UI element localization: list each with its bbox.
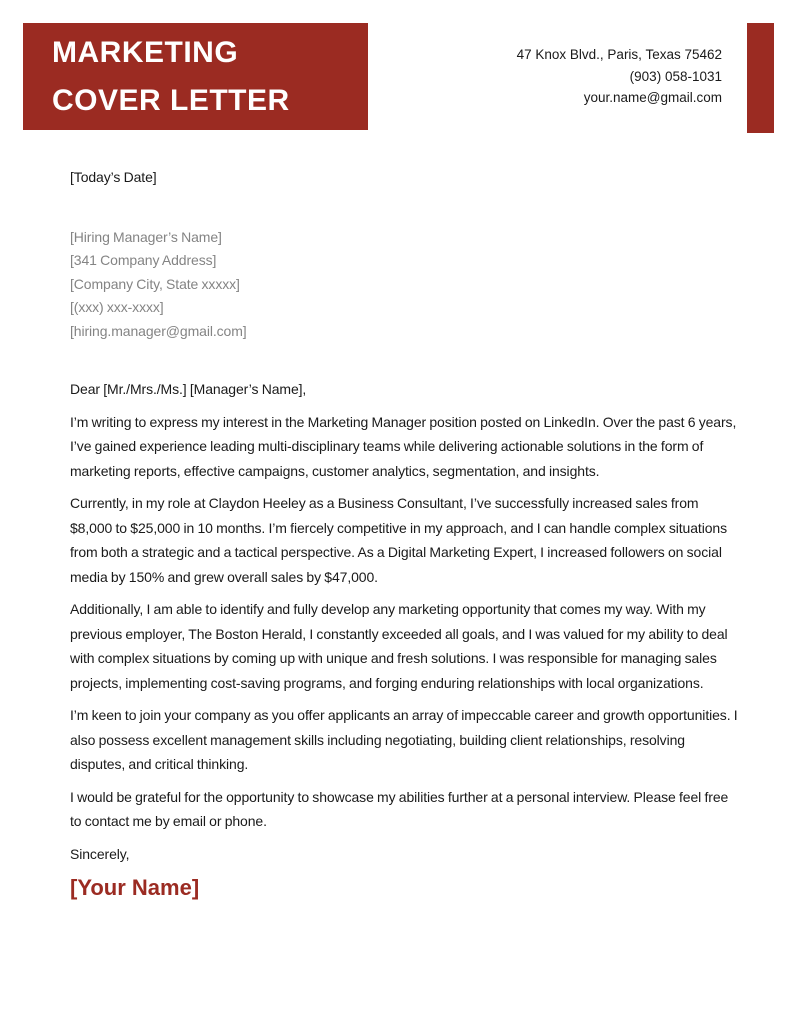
paragraph-call-to-action: I would be grateful for the opportunity to showcase my abilities further at a personal interview. Please feel free to contact me by email or phone.	[70, 788, 729, 829]
paragraph-current-role: Currently, in my role at Claydon Heeley as a Business Consultant, I’ve successfully increased sales from $8,000 to $25,000 in 10 months. I’m fiercely competitive in my approach, and I can handle complex situations from both a strategic and a tactical perspective. As a Digital Marketing Expert, I increased followers on social media by 150% and grew overall sales by $47,000.	[70, 495, 727, 585]
recipient-phone: [(xxx) xxx-xxxx]	[70, 299, 164, 315]
recipient-email: [hiring.manager@gmail.com]	[70, 322, 247, 339]
contact-email: your.name@gmail.com	[583, 90, 722, 105]
paragraph-intro: I’m writing to express my interest in the Marketing Manager position posted on LinkedIn. Over the past 6 years, I’ve gained experience leading multi-disciplinary teams while delivering actionable solutions in the form of marketing reports, effective campaigns, customer analytics, segmentation, and insights.	[70, 413, 737, 479]
recipient-address: [341 Company Address]	[70, 252, 217, 268]
contact-phone: (903) 058-1031	[629, 68, 722, 84]
recipient-block	[70, 226, 742, 344]
signature-placeholder: [Your Name]	[70, 875, 200, 900]
header-accent-bar	[747, 23, 774, 133]
recipient-city-state: [Company City, State xxxxx]	[70, 275, 240, 292]
contact-info-block	[517, 44, 722, 109]
contact-address: 47 Knox Blvd., Paris, Texas 75462	[516, 47, 722, 62]
recipient-name: [Hiring Manager’s Name]	[70, 228, 222, 245]
letter-body	[70, 165, 742, 902]
header-banner	[23, 23, 368, 130]
banner-title-line1: MARKETING	[52, 35, 239, 69]
salutation: Dear [Mr./Mrs./Ms.] [Manager’s Name],	[70, 381, 307, 397]
date-placeholder: [Today’s Date]	[70, 169, 157, 185]
paragraph-previous-employer: Additionally, I am able to identify and fully develop any marketing opportunity that comes my way. With my previous employer, The Boston Herald, I constantly exceeded all goals, and I was valued for my ability to deal with complex situations by coming up with unique and fresh solutions. I was responsible for managing sales projects, implementing cost-saving programs, and forging enduring relationships with local organizations.	[70, 601, 728, 691]
banner-title-line2: COVER LETTER	[52, 83, 290, 117]
closing-salutation: Sincerely,	[70, 845, 130, 862]
paragraph-motivation: I’m keen to join your company as you offer applicants an array of impeccable career and growth opportunities. I also possess excellent management skills including negotiating, building client relationships, resolving disputes, and critical thinking.	[70, 707, 738, 772]
